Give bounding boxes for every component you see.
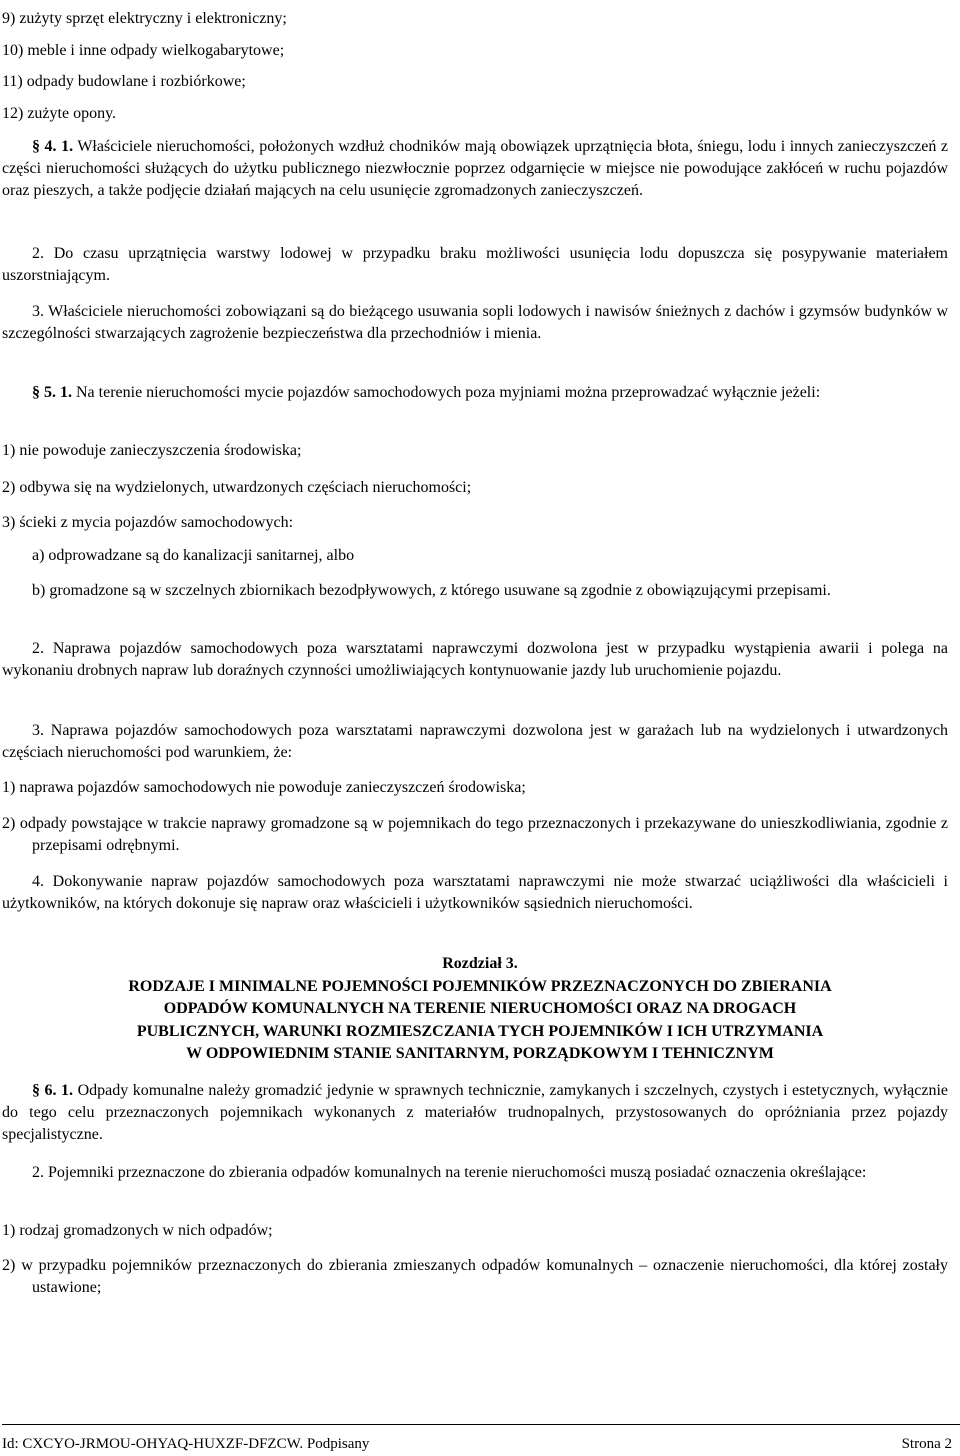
paragraph-s4-3: 3. Właściciele nieruchomości zobowiązani są do bieżącego usuwania sopli lodowych i nawisów śnieżnych z dachów i gzymsów budynków w szczególności stwarzających zagrożenie bezpieczeństwa dla przechodniów i mienia.	[2, 303, 948, 342]
paragraph-text: Na terenie nieruchomości mycie pojazdów samochodowych poza myjniami można przeprowadzać wyłącznie jeżeli:	[76, 384, 821, 401]
list-subitem: b) gromadzone są w szczelnych zbiornikach bezodpływowych, z którego usuwane są zgodnie z obowiązującymi przepisami.	[32, 582, 831, 599]
chapter-title: Rozdział 3.	[442, 955, 518, 972]
paragraph-s6-1	[2, 1080, 948, 1146]
chapter-heading-line: RODZAJE I MINIMALNE POJEMNOŚCI POJEMNIKÓW PRZEZNACZONYCH DO ZBIERANIA	[128, 978, 832, 995]
chapter-heading-line: W ODPOWIEDNIM STANIE SANITARNYM, PORZĄDKOWYM I TEHNICZNYM	[186, 1045, 774, 1062]
paragraph-s5-3: 3. Naprawa pojazdów samochodowych poza warsztatami naprawczymi dozwolona jest w garażach lub na wydzielonych i utwardzonych częściach nieruchomości pod warunkiem, że:	[2, 722, 948, 761]
footer-divider	[2, 1424, 960, 1425]
section-number: § 4. 1.	[32, 138, 74, 155]
footer-page-number: Strona 2	[901, 1436, 952, 1452]
list-item: 1) naprawa pojazdów samochodowych nie powoduje zanieczyszczeń środowiska;	[2, 779, 526, 796]
paragraph-s5-2: 2. Naprawa pojazdów samochodowych poza warsztatami naprawczymi dozwolona jest w przypadku wystąpienia awarii i polega na wykonaniu drobnych napraw lub doraźnych czynności umożliwiających kontynuowanie jazdy lub uruchomienie pojazdu.	[2, 640, 948, 679]
chapter-heading-line: ODPADÓW KOMUNALNYCH NA TERENIE NIERUCHOMOŚCI ORAZ NA DROGACH	[163, 1000, 797, 1017]
list-item: 2) odpady powstające w trakcie naprawy gromadzone są w pojemnikach do tego przeznaczonych i przekazywane do unieszkodliwiania, zgodnie z przepisami odrębnymi.	[2, 815, 948, 854]
section-number: § 6. 1.	[32, 1082, 74, 1099]
list-item: 11) odpady budowlane i rozbiórkowe;	[2, 73, 246, 90]
footer-document-id: Id: CXCYO-JRMOU-OHYAQ-HUXZF-DFZCW. Podpisany	[2, 1436, 370, 1452]
section-number: § 5. 1.	[32, 384, 72, 401]
list-item: 10) meble i inne odpady wielkogabarytowe;	[2, 42, 285, 59]
paragraph-s5-1	[2, 382, 948, 404]
list-item: 1) rodzaj gromadzonych w nich odpadów;	[2, 1222, 273, 1239]
list-subitem: a) odprowadzane są do kanalizacji sanitarnej, albo	[32, 547, 355, 564]
list-item: 2) odbywa się na wydzielonych, utwardzonych częściach nieruchomości;	[2, 479, 472, 496]
paragraph-text: Odpady komunalne należy gromadzić jedynie w sprawnych technicznie, zamykanych i szczelnych, czystych i estetycznych, wyłącznie do tego celu przeznaczonych pojemnikach wykonanych z materiałów trudnopalnych, przystosowanych do opróżniania przez pojazdy specjalistyczne.	[2, 1082, 949, 1143]
paragraph-s5-4: 4. Dokonywanie napraw pojazdów samochodowych poza warsztatami naprawczymi nie może stwarzać uciążliwości dla właścicieli i użytkowników, na których dokonuje się napraw oraz właścicieli i użytkowników sąsiednich nieruchomości.	[2, 873, 948, 912]
paragraph-s4-2: 2. Do czasu uprzątnięcia warstwy lodowej w przypadku braku możliwości usunięcia lodu dopuszcza się posypywanie materiałem uszorstniającym.	[2, 245, 948, 284]
chapter-heading-line: PUBLICZNYCH, WARUNKI ROZMIESZCZANIA TYCH POJEMNIKÓW I ICH UTRZYMANIA	[136, 1023, 824, 1040]
list-item: 9) zużyty sprzęt elektryczny i elektroniczny;	[2, 10, 287, 27]
list-item: 3) ścieki z mycia pojazdów samochodowych:	[2, 514, 294, 531]
paragraph-text: Właściciele nieruchomości, położonych wzdłuż chodników mają obowiązek uprzątnięcia błota, śniegu, lodu i innych zanieczyszczeń z części nieruchomości służących do użytku publicznego niezwłocznie poprzez odgarnięcie w miejsce nie powodujące zakłóceń w ruchu pojazdów oraz pieszych, a także podjęcie działań mających na celu usunięcie zgromadzonych zanieczyszczeń.	[2, 138, 949, 199]
list-item: 12) zużyte opony.	[2, 105, 117, 122]
list-item: 1) nie powoduje zanieczyszczenia środowiska;	[2, 442, 302, 459]
list-item: 2) w przypadku pojemników przeznaczonych do zbierania zmieszanych odpadów komunalnych – oznaczenie nieruchomości, dla której zostały ustawione;	[2, 1257, 948, 1296]
paragraph-s4-1	[2, 136, 948, 202]
paragraph-s6-2: 2. Pojemniki przeznaczone do zbierania odpadów komunalnych na terenie nieruchomości muszą posiadać oznaczenia określające:	[32, 1164, 867, 1181]
